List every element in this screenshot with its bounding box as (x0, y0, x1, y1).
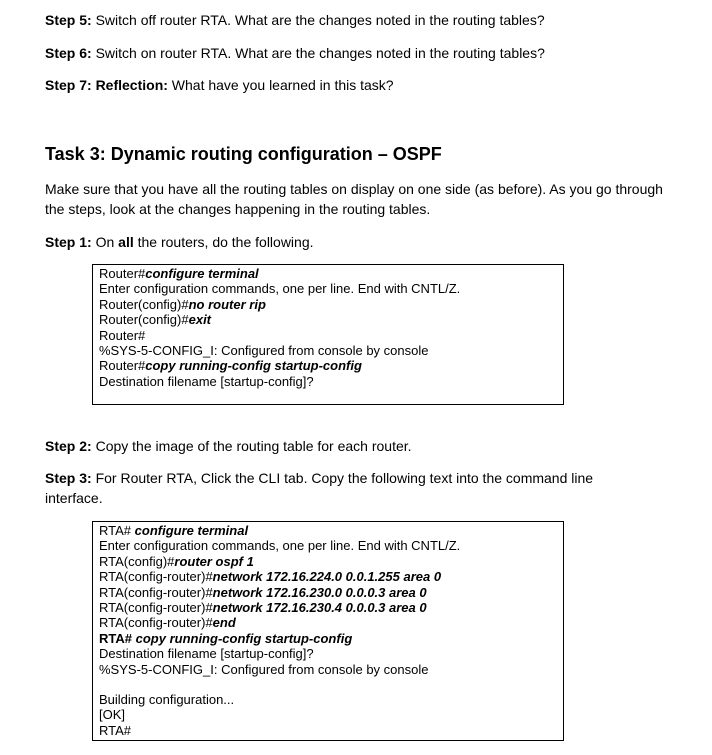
code-line (99, 266, 557, 281)
code-line (99, 297, 557, 312)
code-line: %SYS-5-CONFIG_I: Configured from console by console (99, 342, 429, 358)
step-7-text: What have you learned in this task? (167, 77, 394, 93)
step-1 (45, 232, 314, 252)
code-box-1 (92, 264, 564, 405)
step-5-label: Step 5: (45, 12, 92, 28)
code-prompt: RTA(config)# (99, 553, 175, 569)
code-line (99, 554, 557, 569)
code-prompt: RTA(config-router)# (99, 615, 213, 631)
code-command: network 172.16.224.0 0.0.1.255 area 0 (212, 569, 442, 585)
code-line (99, 615, 557, 630)
code-prompt: Router(config)# (99, 296, 189, 312)
code-line (99, 358, 557, 373)
code-prompt: RTA(config-router)# (99, 599, 213, 615)
step-7-label: Step 7: Reflection: (45, 77, 168, 93)
code-prompt: RTA(config-router)# (99, 569, 213, 585)
code-line: Destination filename [startup-config]? (99, 373, 314, 389)
step-1-text-pre: On (91, 234, 119, 250)
code-prompt: Router(config)# (99, 312, 189, 328)
code-line: RTA# (99, 722, 132, 738)
code-line (99, 631, 557, 646)
code-line: Building configuration... (99, 691, 235, 707)
code-line (99, 523, 557, 538)
code-command: copy running-config startup-config (135, 630, 353, 646)
step-2-text: Copy the image of the routing table for each router. (91, 438, 412, 454)
step-6-label: Step 6: (45, 45, 92, 61)
code-line (99, 312, 557, 327)
step-3-text: For Router RTA, Click the CLI tab. Copy the following text into the command line interface. (45, 470, 594, 506)
code-line (99, 569, 557, 584)
code-prompt: Router# (99, 358, 146, 374)
step-2 (45, 436, 412, 456)
step-1-bold: all (118, 234, 134, 250)
code-command: network 172.16.230.4 0.0.0.3 area 0 (212, 599, 427, 615)
code-prompt: RTA# (99, 523, 135, 538)
step-6 (45, 43, 545, 63)
code-box-2 (92, 521, 564, 741)
step-3-label: Step 3: (45, 470, 92, 486)
step-5-text: Switch off router RTA. What are the changes noted in the routing tables? (91, 12, 545, 28)
code-line: Enter configuration commands, one per line. End with CNTL/Z. (99, 538, 461, 554)
code-line: Destination filename [startup-config]? (99, 646, 314, 662)
code-line: [OK] (99, 707, 126, 723)
code-line (99, 600, 557, 615)
step-3 (45, 468, 645, 508)
code-prompt: RTA# (99, 630, 136, 646)
code-line (99, 585, 557, 600)
step-1-label: Step 1: (45, 234, 92, 250)
code-command: exit (188, 312, 212, 328)
code-line: Router# (99, 327, 146, 343)
code-command: router ospf 1 (174, 553, 254, 569)
code-command: configure terminal (134, 523, 249, 538)
step-2-label: Step 2: (45, 438, 92, 454)
code-prompt: RTA(config-router)# (99, 584, 213, 600)
code-command: configure terminal (145, 266, 259, 281)
step-7 (45, 75, 394, 95)
step-1-text-post: the routers, do the following. (133, 234, 314, 250)
step-6-text: Switch on router RTA. What are the changes noted in the routing tables? (91, 45, 545, 61)
code-blank-line (99, 677, 557, 692)
code-prompt: Router# (99, 266, 146, 281)
task-3-heading: Task 3: Dynamic routing configuration – OSPF (45, 144, 442, 164)
step-5 (45, 10, 545, 30)
code-line: %SYS-5-CONFIG_I: Configured from console by console (99, 661, 429, 677)
code-command: end (212, 615, 236, 631)
task-3-intro: Make sure that you have all the routing tables on display on one side (as before). As you go through the steps, look at the changes happening in the routing tables. (45, 181, 663, 217)
code-command: no router rip (188, 296, 266, 312)
code-command: copy running-config startup-config (145, 358, 362, 374)
code-command: network 172.16.230.0 0.0.0.3 area 0 (212, 584, 427, 600)
code-line: Enter configuration commands, one per line. End with CNTL/Z. (99, 281, 461, 297)
